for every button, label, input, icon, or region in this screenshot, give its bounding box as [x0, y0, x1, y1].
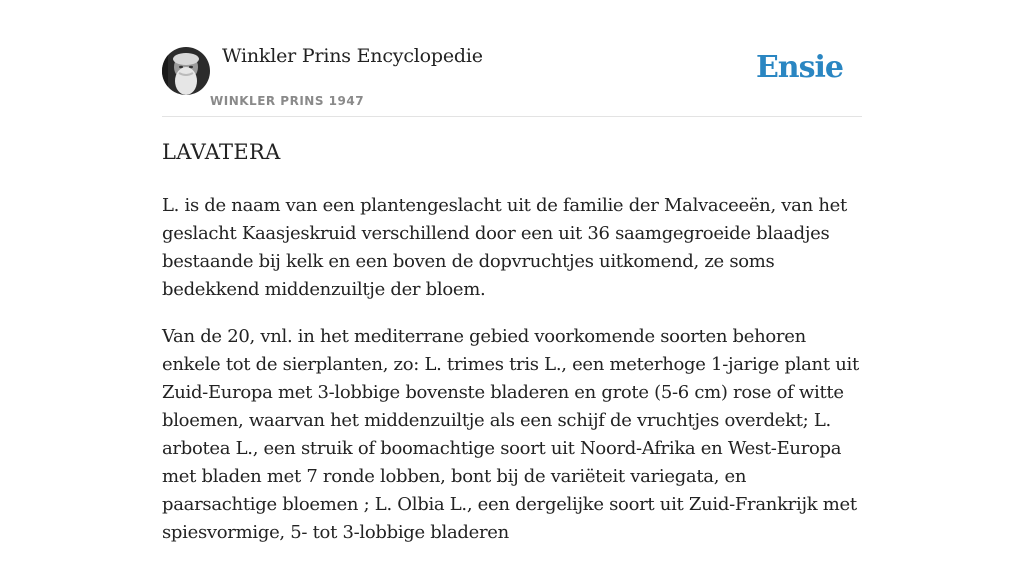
- portrait-image: [162, 47, 210, 95]
- header: [162, 0, 862, 117]
- author-avatar[interactable]: [162, 47, 210, 95]
- article-title: LAVATERA: [162, 140, 281, 164]
- article-body: [162, 192, 862, 566]
- site-title[interactable]: Winkler Prins Encyclopedie: [222, 45, 483, 67]
- ensie-logo[interactable]: Ensie: [755, 50, 843, 85]
- article-paragraph: Van de 20, vnl. in het mediterrane gebied voorkomende soorten behoren enkele tot de sierplanten, zo: L. trimes tris L., een meterhoge 1-jarige plant uit Zuid-Europa met 3-lobbige bovenste bladeren en grote (5-6 cm) rose of witte bloemen, waarvan het middenzuiltje als een schijf de vruchtjes overdekt; L. arbotea L., een struik of boomachtige soort uit Noord-Afrika en West-Europa met bladen met 7 ronde lobben, bont bij de variëteit variegata, en paarsachtige bloemen ; L. Olbia L., een dergelijke soort uit Zuid-Frankrijk met spiesvormige, 5- tot 3-lobbige bladeren: [162, 326, 859, 543]
- edition-label[interactable]: WINKLER PRINS 1947: [210, 94, 365, 108]
- page: [162, 0, 862, 543]
- article-paragraph: L. is de naam van een plantengeslacht uit de familie der Malvaceeën, van het geslacht Kaasjeskruid verschillend door een uit 36 saamgegroeide blaadjes bestaande bij kelk en een boven de dopvruchtjes uitkomend, ze soms bedekkend middenzuiltje der bloem.: [162, 195, 847, 300]
